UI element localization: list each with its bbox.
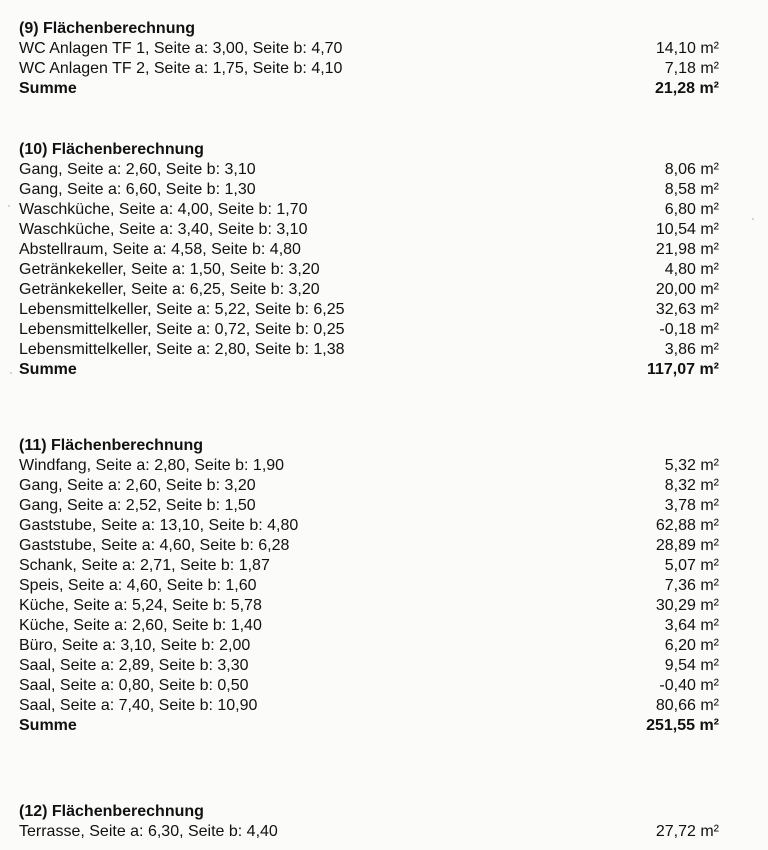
row-value: 5,07 m² xyxy=(664,557,719,574)
row-value: 3,86 m² xyxy=(664,341,719,358)
row-label: Gaststube, Seite a: 13,10, Seite b: 4,80 xyxy=(19,517,299,534)
calc-row xyxy=(19,636,729,656)
row-value: -0,40 m² xyxy=(659,677,719,694)
row-label: Waschküche, Seite a: 3,40, Seite b: 3,10 xyxy=(19,221,308,238)
row-value: 9,54 m² xyxy=(664,657,719,674)
row-label: Gang, Seite a: 6,60, Seite b: 1,30 xyxy=(19,181,256,198)
calc-row xyxy=(19,596,729,616)
calc-row xyxy=(19,576,729,596)
row-value: 27,72 m² xyxy=(655,823,719,840)
row-value: 20,00 m² xyxy=(655,281,719,298)
calc-row xyxy=(19,536,729,556)
sum-row xyxy=(19,360,729,380)
calc-row xyxy=(19,160,729,180)
row-value: 3,64 m² xyxy=(664,617,719,634)
calc-row xyxy=(19,456,729,476)
row-value: 4,80 m² xyxy=(664,261,719,278)
row-label: Büro, Seite a: 3,10, Seite b: 2,00 xyxy=(19,637,251,654)
row-value: 8,06 m² xyxy=(664,161,719,178)
row-value: 7,18 m² xyxy=(664,60,719,77)
row-value: 21,98 m² xyxy=(655,241,719,258)
calc-row xyxy=(19,200,729,220)
row-label: Getränkekeller, Seite a: 6,25, Seite b: 3,20 xyxy=(19,281,320,298)
calc-row xyxy=(19,39,729,59)
row-label: Schank, Seite a: 2,71, Seite b: 1,87 xyxy=(19,557,270,574)
row-value: 28,89 m² xyxy=(655,537,719,554)
sum-label: Summe xyxy=(19,717,77,734)
row-label: Gang, Seite a: 2,52, Seite b: 1,50 xyxy=(19,497,256,514)
row-label: Lebensmittelkeller, Seite a: 0,72, Seite b: 0,25 xyxy=(19,321,345,338)
row-label: Getränkekeller, Seite a: 1,50, Seite b: 3,20 xyxy=(19,261,320,278)
section-title: (9) Flächenberechnung xyxy=(19,20,196,37)
section-title: (10) Flächenberechnung xyxy=(19,141,204,158)
calc-row xyxy=(19,516,729,536)
calc-row xyxy=(19,180,729,200)
row-value: 62,88 m² xyxy=(655,517,719,534)
row-value: 6,80 m² xyxy=(664,201,719,218)
sum-row xyxy=(19,79,729,99)
row-value: 8,32 m² xyxy=(664,477,719,494)
row-label: Gang, Seite a: 2,60, Seite b: 3,20 xyxy=(19,477,256,494)
sum-label: Summe xyxy=(19,361,77,378)
row-label: Abstellraum, Seite a: 4,58, Seite b: 4,80 xyxy=(19,241,301,258)
section-title: (12) Flächenberechnung xyxy=(19,803,204,820)
calc-row xyxy=(19,616,729,636)
calc-row xyxy=(19,240,729,260)
calc-row xyxy=(19,340,729,360)
calc-row xyxy=(19,556,729,576)
calc-row xyxy=(19,220,729,240)
calc-row xyxy=(19,476,729,496)
row-value: 30,29 m² xyxy=(655,597,719,614)
row-value: 8,58 m² xyxy=(664,181,719,198)
scan-speck xyxy=(8,205,10,207)
sum-row xyxy=(19,716,729,736)
calc-row xyxy=(19,300,729,320)
calc-row xyxy=(19,320,729,340)
row-value: 7,36 m² xyxy=(664,577,719,594)
section-12 xyxy=(19,801,729,842)
sum-value: 251,55 m² xyxy=(646,717,719,734)
section-10 xyxy=(19,139,729,380)
calc-row xyxy=(19,496,729,516)
row-label: Terrasse, Seite a: 6,30, Seite b: 4,40 xyxy=(19,823,278,840)
row-value: 80,66 m² xyxy=(655,697,719,714)
row-label: WC Anlagen TF 1, Seite a: 3,00, Seite b: 4,70 xyxy=(19,40,343,57)
sum-value: 21,28 m² xyxy=(654,80,719,97)
calc-row xyxy=(19,59,729,79)
section-11 xyxy=(19,435,729,736)
calc-row xyxy=(19,260,729,280)
calc-row xyxy=(19,822,729,842)
section-9 xyxy=(19,18,729,99)
calc-row xyxy=(19,280,729,300)
row-label: Saal, Seite a: 2,89, Seite b: 3,30 xyxy=(19,657,249,674)
scan-speck xyxy=(752,218,754,220)
row-label: Windfang, Seite a: 2,80, Seite b: 1,90 xyxy=(19,457,285,474)
row-value: 14,10 m² xyxy=(655,40,719,57)
sum-label: Summe xyxy=(19,80,77,97)
row-value: 5,32 m² xyxy=(664,457,719,474)
scan-speck xyxy=(10,372,12,374)
row-label: Lebensmittelkeller, Seite a: 5,22, Seite b: 6,25 xyxy=(19,301,345,318)
row-label: Lebensmittelkeller, Seite a: 2,80, Seite b: 1,38 xyxy=(19,341,345,358)
row-label: Küche, Seite a: 5,24, Seite b: 5,78 xyxy=(19,597,262,614)
row-value: 10,54 m² xyxy=(655,221,719,238)
row-label: WC Anlagen TF 2, Seite a: 1,75, Seite b: 4,10 xyxy=(19,60,343,77)
row-label: Saal, Seite a: 0,80, Seite b: 0,50 xyxy=(19,677,249,694)
row-label: Waschküche, Seite a: 4,00, Seite b: 1,70 xyxy=(19,201,308,218)
row-value: -0,18 m² xyxy=(659,321,719,338)
row-value: 32,63 m² xyxy=(655,301,719,318)
row-label: Gang, Seite a: 2,60, Seite b: 3,10 xyxy=(19,161,256,178)
row-label: Saal, Seite a: 7,40, Seite b: 10,90 xyxy=(19,697,258,714)
calc-row xyxy=(19,696,729,716)
row-label: Küche, Seite a: 2,60, Seite b: 1,40 xyxy=(19,617,262,634)
calc-row xyxy=(19,676,729,696)
sum-value: 117,07 m² xyxy=(646,361,719,378)
row-value: 6,20 m² xyxy=(664,637,719,654)
row-label: Gaststube, Seite a: 4,60, Seite b: 6,28 xyxy=(19,537,290,554)
row-label: Speis, Seite a: 4,60, Seite b: 1,60 xyxy=(19,577,257,594)
row-value: 3,78 m² xyxy=(664,497,719,514)
calc-row xyxy=(19,656,729,676)
section-title: (11) Flächenberechnung xyxy=(19,437,204,454)
